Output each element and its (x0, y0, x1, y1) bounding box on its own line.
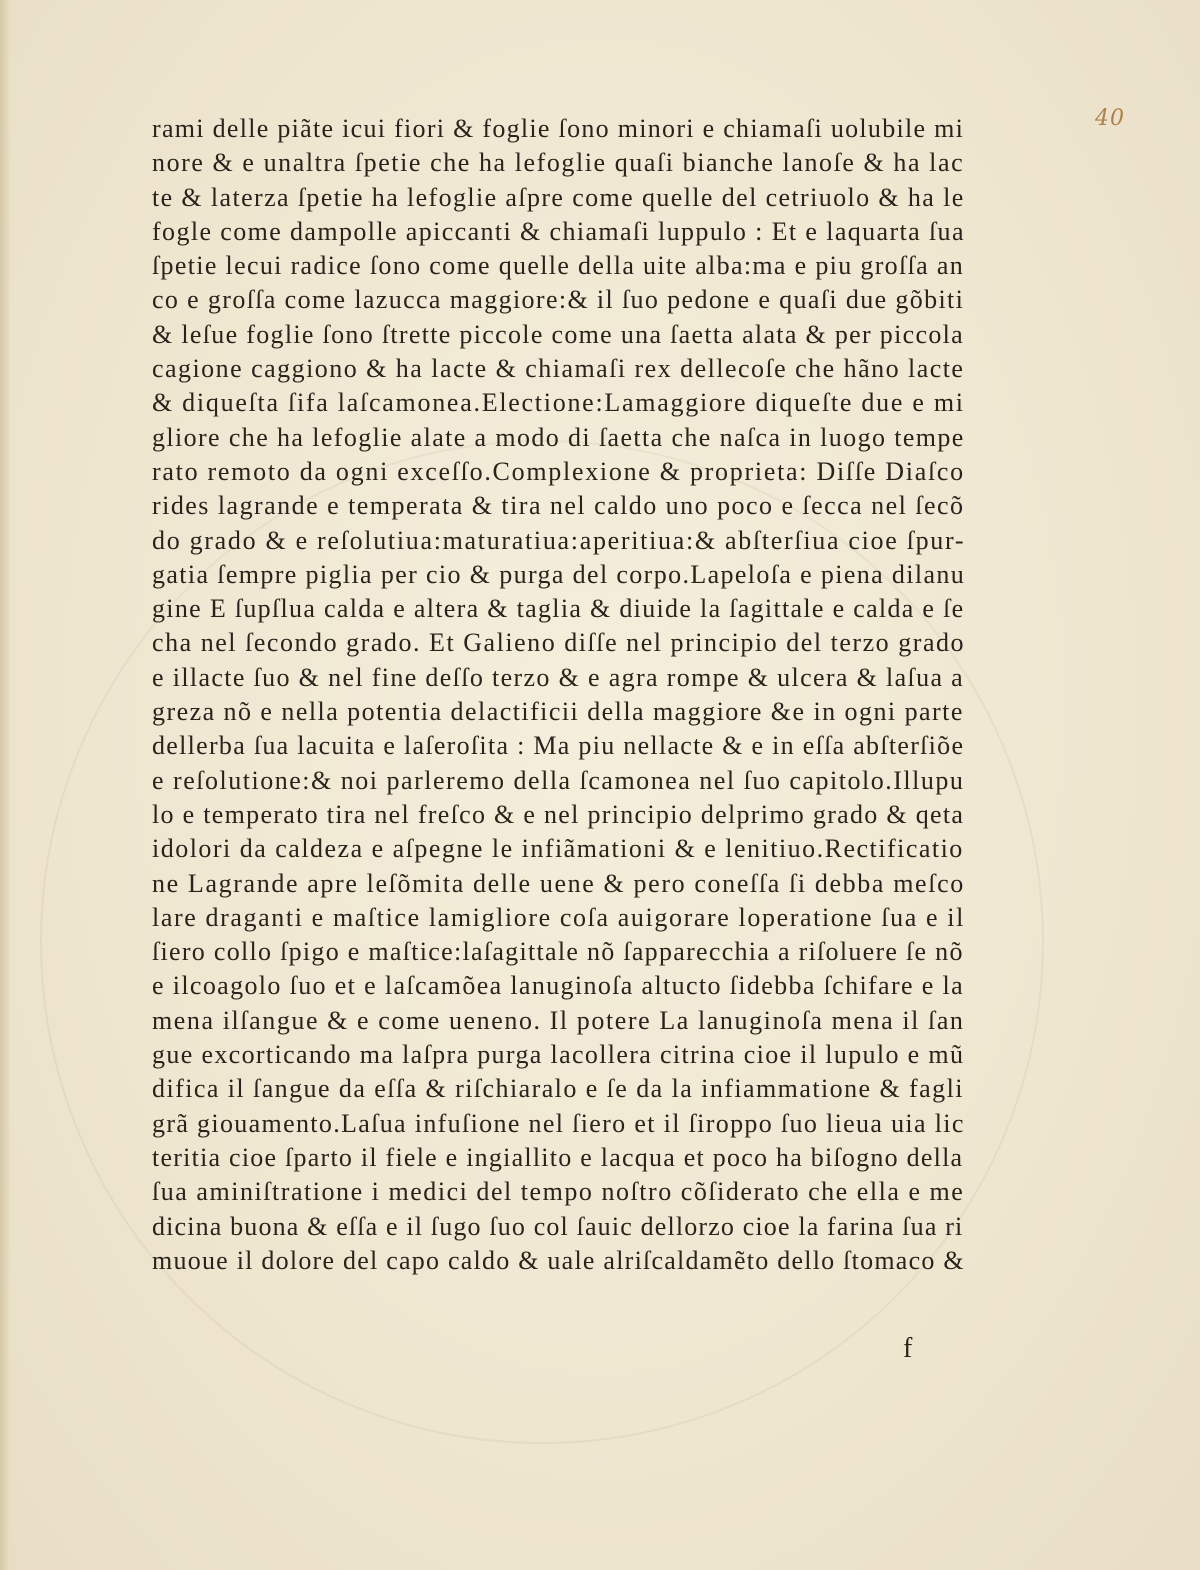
text-line: lare draganti e maſtice lamigliore coſa auigorare loperatione ſua e il (152, 902, 965, 932)
text-line: ne Lagrande apre leſõmita delle uene & pero coneſſa ſi debba meſco (152, 868, 965, 898)
text-line: nore & e unaltra ſpetie che ha lefoglie quaſi bianche lanoſe & ha lac (152, 148, 965, 178)
text-line: & leſue foglie ſono ſtrette piccole come una ſaetta alata & per piccola (152, 319, 965, 349)
text-line: & diqueſta ſifa laſcamonea.Electione:Lamaggiore diqueſte due e mi (152, 388, 965, 418)
signature-mark: f (903, 1333, 913, 1364)
text-line: co e groſſa come lazucca maggiore:& il ſuo pedone e quaſi due gõbiti (152, 285, 965, 315)
text-line: gliore che ha lefoglie alate a modo di ſaetta che naſca in luogo tempe (152, 422, 965, 452)
text-line: cagione caggiono & ha lacte & chiamaſi rex dellecoſe che hãno lacte (152, 354, 965, 384)
text-line: dellerba ſua lacuita e laſeroſita : Ma piu nellacte & e in eſſa abſterſiõe (152, 731, 965, 761)
text-line: fogle come dampolle apiccanti & chiamaſi luppulo : Et e laquarta ſua (152, 216, 965, 246)
text-line: te & laterza ſpetie ha lefoglie aſpre come quelle del cetriuolo & ha le (152, 182, 965, 212)
text-line: ſua aminiſtratione i medici del tempo noſtro cõſiderato che ella e me (152, 1177, 965, 1207)
text-line: e illacte ſuo & nel fine deſſo terzo & e agra rompe & ulcera & laſua a (152, 662, 965, 692)
text-line: greza nõ e nella potentia delactificii della maggiore &e in ogni parte (152, 697, 964, 727)
page-left-edge (0, 0, 10, 1570)
text-line: dicina buona & eſſa e il ſugo ſuo col ſauic dellorzo cioe la farina ſua ri (152, 1211, 964, 1241)
text-line: e reſolutione:& noi parleremo della ſcamonea nel ſuo capitolo.Illupu (152, 765, 965, 795)
text-line: rami delle piãte icui fiori & foglie ſono minori e chiamaſi uolubile mi (152, 114, 965, 143)
text-line: do grado & e reſolutiua:maturatiua:aperitiua:& abſterſiua cioe ſpur- (152, 525, 966, 555)
text-line: ſiero collo ſpigo e maſtice:laſagittale nõ ſapparecchia a riſoluere ſe nõ (152, 937, 964, 967)
text-line: difica il ſangue da eſſa & riſchiaralo e ſe da la infiammatione & fagli (152, 1074, 964, 1104)
text-line: lo e temperato tira nel freſco & e nel principio delprimo grado & qeta (152, 799, 965, 829)
text-line: gatia ſempre piglia per cio & purga del corpo.Lapeloſa e piena dilanu (152, 559, 966, 589)
text-line: muoue il dolore del capo caldo & uale alriſcaldamẽto dello ſtomaco & (152, 1245, 965, 1275)
text-line: teritia cioe ſparto il fiele e ingiallito e lacqua et poco ha biſogno della (152, 1142, 964, 1172)
text-line: rato remoto da ogni exceſſo.Complexione & proprieta: Diſſe Diaſco (152, 456, 965, 486)
text-line: cha nel ſecondo grado. Et Galieno diſſe nel principio del terzo grado (152, 628, 966, 658)
folio-number: 40 (1095, 106, 1125, 131)
text-line: grã giouamento.Laſua infuſione nel ſiero et il ſiroppo ſuo lieua uia lic (152, 1108, 965, 1138)
text-line: gine E ſupſlua calda e altera & taglia & diuide la ſagittale e calda e ſe (152, 594, 965, 624)
text-line: rides lagrande e temperata & tira nel caldo uno poco e ſecca nel ſecõ (152, 491, 965, 521)
text-line: idolori da caldeza e aſpegne le infiãmationi & e lenitiuo.Rectificatio (152, 834, 964, 864)
text-line: e ilcoagolo ſuo et e laſcamõea lanuginoſa altucto ſidebba ſchifare e la (152, 971, 964, 1001)
text-line: mena ilſangue & e come ueneno. Il potere La lanuginoſa mena il ſan (152, 1005, 965, 1035)
text-line: gue excorticando ma laſpra purga lacollera citrina cioe il lupulo e mũ (152, 1040, 965, 1070)
text-line: ſpetie lecui radice ſono come quelle della uite alba:ma e piu groſſa an (152, 251, 965, 281)
text-block (152, 112, 982, 1278)
